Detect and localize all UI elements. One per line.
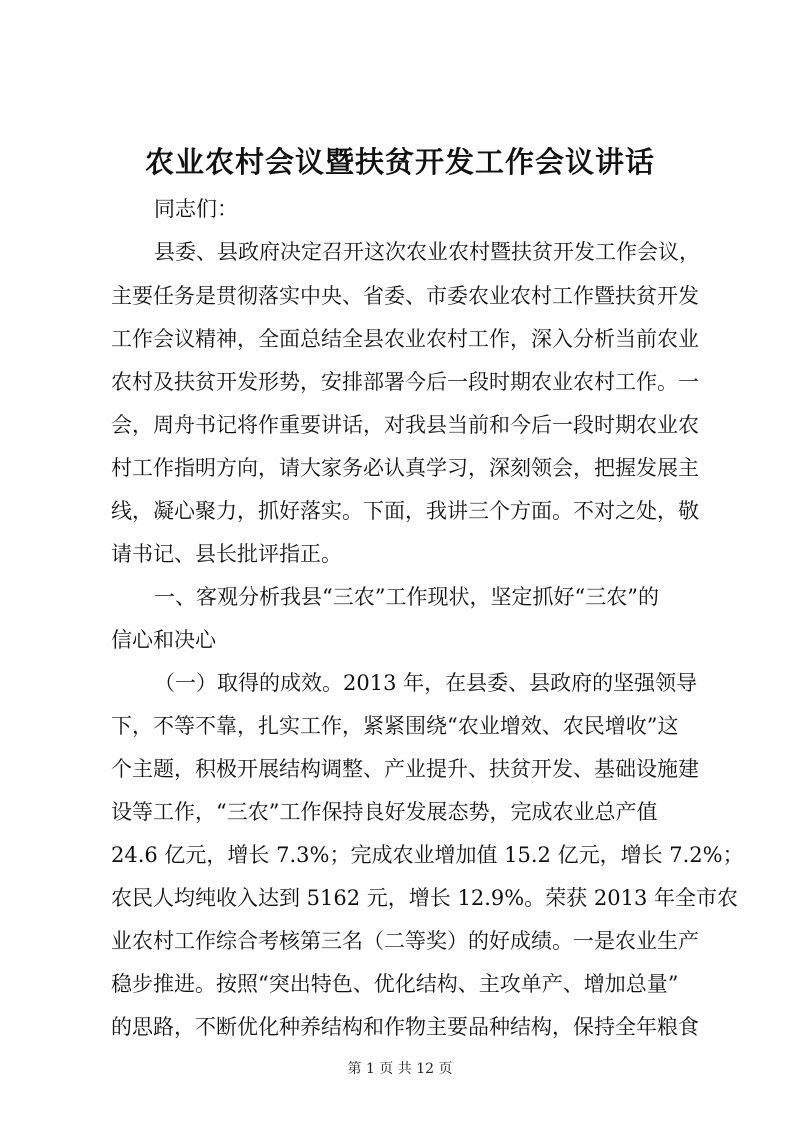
text-line-9: 请书记、县长批评指正。 [111,542,342,566]
text-line-12: （一）取得的成效。2013 年，在县委、县政府的坚强领导 [154,671,698,695]
text-line-3: 主要任务是贯彻落实中央、省委、市委农业农村工作暨扶贫开发 [111,284,699,308]
text-line-11: 信心和决心 [111,628,216,652]
text-line-15: 设等工作，“三农”工作保持良好发展态势，完成农业总产值 [111,800,658,824]
page-indicator: 第 1 页 共 12 页 [347,1061,453,1077]
text-line-14: 个主题，积极开展结构调整、产业提升、扶贫开发、基础设施建 [111,757,699,781]
text-line-17: 农民人均纯收入达到 5162 元，增长 12.9%。荣获 2013 年全市农 [111,886,738,910]
text-line-18: 业农村工作综合考核第三名（二等奖）的好成绩。一是农业生产 [111,929,699,953]
text-line-4: 工作会议精神，全面总结全县农业农村工作，深入分析当前农业 [111,327,699,351]
text-line-2: 县委、县政府决定召开这次农业农村暨扶贫开发工作会议， [154,240,700,264]
text-line-10: 一、客观分析我县“三农”工作现状，坚定抓好“三农”的 [154,585,659,609]
text-line-1: 同志们： [154,197,238,221]
text-line-6: 会，周舟书记将作重要讲话，对我县当前和今后一段时期农业农 [111,413,699,437]
text-line-5: 农村及扶贫开发形势，安排部署今后一段时期农业农村工作。一 [111,370,699,394]
document-title: 农业农村会议暨扶贫开发工作会议讲话 [144,145,655,179]
text-line-16: 24.6 亿元，增长 7.3%；完成农业增加值 15.2 亿元，增长 7.2%； [111,843,744,867]
text-line-7: 村工作指明方向，请大家务必认真学习，深刻领会，把握发展主 [111,456,699,480]
text-line-19: 稳步推进。按照“突出特色、优化结构、主攻单产、增加总量” [111,972,679,996]
text-line-8: 线，凝心聚力，抓好落实。下面，我讲三个方面。不对之处，敬 [111,499,699,523]
text-line-20: 的思路，不断优化种养结构和作物主要品种结构，保持全年粮食 [111,1015,699,1039]
text-line-13: 下，不等不靠，扎实工作，紧紧围绕“农业增效、农民增收”这 [111,714,679,738]
